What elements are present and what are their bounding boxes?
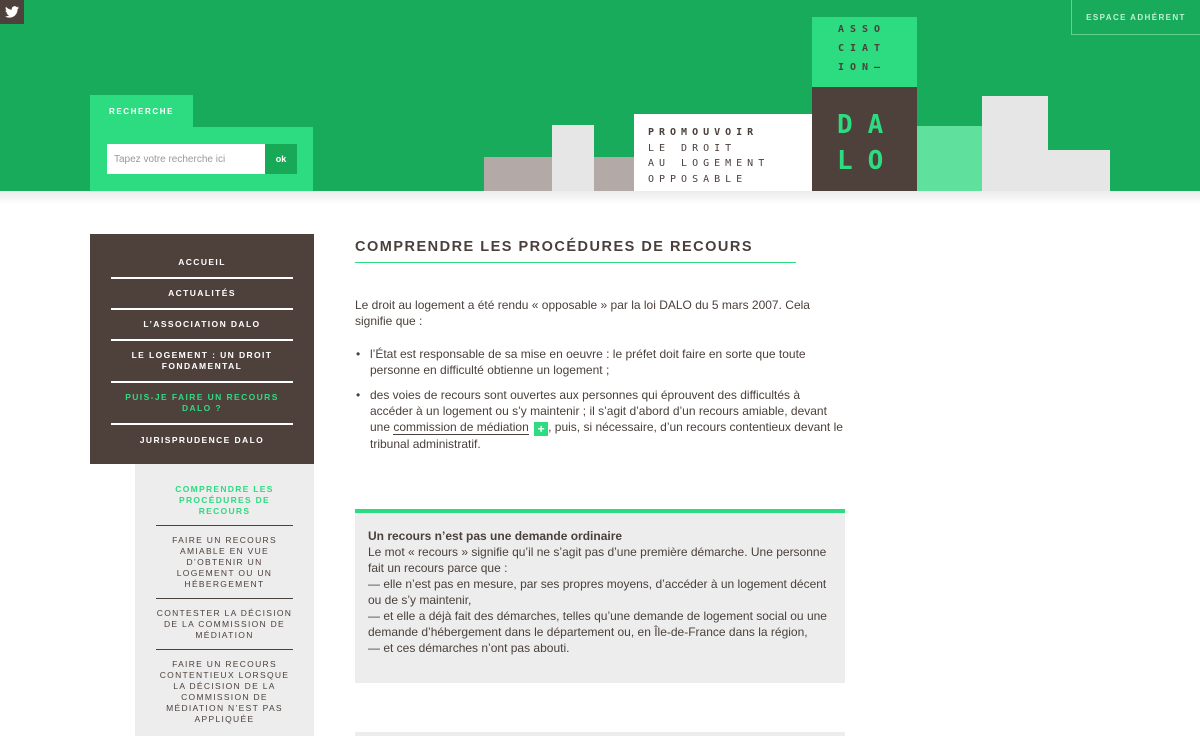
nav-item-recours[interactable]: PUIS-JE FAIRE UN RECOURS DALO ?: [111, 383, 293, 425]
decor-block: [484, 157, 552, 191]
plus-icon[interactable]: +: [534, 422, 548, 436]
logo-association[interactable]: [812, 17, 917, 87]
espace-adherent-link[interactable]: ESPACE ADHÉRENT: [1071, 0, 1200, 35]
tagline-line: LE DROIT: [648, 142, 737, 154]
decor-block: [982, 96, 1048, 191]
decor-block: [1048, 150, 1110, 191]
subnav-item-contentieux[interactable]: FAIRE UN RECOURS CONTENTIEUX LORSQUE LA DÉCISION DE LA COMMISSION DE MÉDIATION N’EST PAS APPLIQUÉE: [159, 659, 290, 724]
decor-block: [917, 126, 982, 191]
logo-text-line: DA: [837, 110, 899, 140]
nav-item-accueil[interactable]: ACCUEIL: [111, 248, 293, 279]
search-submit-button[interactable]: ok: [265, 144, 297, 174]
nav-item-logement[interactable]: LE LOGEMENT : UN DROIT FONDAMENTAL: [111, 341, 293, 383]
tagline-line: PROMOUVOIR: [648, 127, 759, 138]
info-box: [355, 509, 845, 683]
sub-nav: [135, 464, 314, 736]
twitter-bird-icon: [5, 6, 19, 18]
info-box-line: — elle n’est pas en mesure, par ses propres moyens, d’accéder à un logement décent ou de s’y maintenir,: [368, 577, 827, 607]
decor-block: [552, 125, 594, 191]
info-box-next: [355, 732, 845, 736]
tagline-line: AU LOGEMENT: [648, 158, 770, 169]
search-tab-label: RECHERCHE: [90, 95, 193, 128]
info-box-line: — et elle a déjà fait des démarches, telles qu’une demande de logement social ou une demande d’hébergement dans le département ou, en Île-de-France dans la région,: [368, 609, 827, 639]
bullet-text: des voies de recours sont ouvertes aux personnes qui éprouvent des difficultés à accéder à un logement ou s’y maintenir ; il s’agit d’abord d’un recours amiable, devant une: [370, 388, 827, 434]
header-shadow: [0, 191, 1200, 205]
info-box-line: Le mot « recours » signifie qu’il ne s’agit pas d’une première démarche. Une personne fait un recours parce que :: [368, 545, 827, 575]
bullet-text: , puis, si nécessaire, d’un recours contentieux devant le tribunal administratif.: [370, 420, 843, 451]
list-item: • l’État est responsable de sa mise en oeuvre : le préfet doit faire en sorte que toute personne en difficulté obtienne un logement ;: [355, 346, 845, 378]
subnav-item-recours-amiable[interactable]: FAIRE UN RECOURS AMIABLE EN VUE D’OBTENIR UN LOGEMENT OU UN HÉBERGEMENT: [156, 526, 293, 599]
main-nav: [90, 234, 314, 464]
commission-mediation-link[interactable]: commission de médiation: [393, 420, 529, 434]
logo-text-line: ION–: [838, 62, 887, 73]
search-input[interactable]: [107, 144, 265, 174]
decor-block: [594, 157, 634, 191]
logo-text-line: ASSO: [838, 24, 887, 35]
logo-text-line: CIAT: [838, 43, 887, 54]
subnav-item-contester[interactable]: CONTESTER LA DÉCISION DE LA COMMISSION DE MÉDIATION: [156, 599, 293, 650]
nav-item-association[interactable]: L’ASSOCIATION DALO: [111, 310, 293, 341]
tagline-line: OPPOSABLE: [648, 173, 748, 185]
tagline-block: [634, 114, 812, 191]
subnav-item-comprendre[interactable]: COMPRENDRE LES PROCÉDURES DE RECOURS: [156, 484, 293, 526]
list-item: [355, 387, 845, 452]
logo-text-line: LO: [837, 146, 899, 176]
bullet-list: [355, 346, 845, 461]
info-box-line: — et ces démarches n’ont pas abouti.: [368, 641, 570, 655]
page-title: COMPRENDRE LES PROCÉDURES DE RECOURS: [355, 239, 796, 263]
info-box-title: Un recours n’est pas une demande ordinaire: [368, 529, 623, 543]
site-header: [0, 0, 1200, 191]
nav-item-actualites[interactable]: ACTUALITÉS: [111, 279, 293, 310]
twitter-icon[interactable]: [0, 0, 24, 24]
nav-item-jurisprudence[interactable]: JURISPRUDENCE DALO: [139, 435, 265, 445]
intro-paragraph: Le droit au logement a été rendu « opposable » par la loi DALO du 5 mars 2007. Cela signifie que :: [355, 298, 810, 328]
logo-dalo[interactable]: [812, 87, 917, 191]
